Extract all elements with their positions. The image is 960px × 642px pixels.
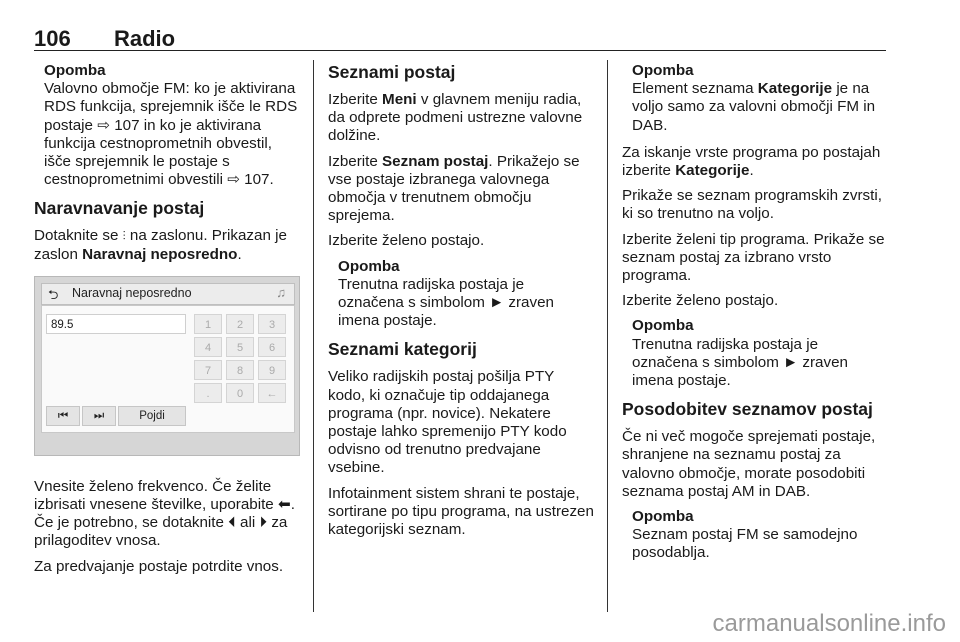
step-forward-icon: ⏵ xyxy=(259,514,268,532)
page-ref-icon: ⇨ xyxy=(97,116,110,134)
chapter-title: Radio xyxy=(114,26,176,51)
current-station-marker-icon: ► xyxy=(489,294,505,312)
note-text: Element seznama Kategorije je na voljo samo za valovni območji FM in DAB. xyxy=(632,80,876,134)
section-heading: Naravnavanje postaj xyxy=(34,198,205,219)
note-box xyxy=(328,258,594,331)
column-middle xyxy=(328,62,594,546)
page-number: 106 xyxy=(34,26,71,51)
backspace-key: ← xyxy=(258,383,286,403)
section-heading: Seznami kategorij xyxy=(328,339,477,360)
paragraph: Prikaže se seznam programskih zvrsti, ki so trenutno na voljo. xyxy=(622,187,882,223)
paragraph: Za predvajanje postaje potrdite vnos. xyxy=(34,557,284,575)
back-arrow-icon: ⮌ xyxy=(48,286,59,302)
section-heading: Seznami postaj xyxy=(328,62,456,82)
keypad-key: 0 xyxy=(226,383,254,403)
seek-forward-icon: ⏭ xyxy=(82,406,116,426)
page-ref-icon: ⇨ xyxy=(227,171,240,189)
paragraph: Izberite Meni v glavnem meniju radia, da odprete podmeni ustrezne valovne dolžine. xyxy=(328,91,583,145)
note-text: Seznam postaj FM se samodejno posodablja. xyxy=(632,526,858,562)
backspace-icon: ⬅ xyxy=(278,496,291,514)
note-title: Opomba xyxy=(632,508,694,526)
column-right xyxy=(622,62,888,572)
paragraph: Če ni več mogoče sprejemati postaje, shranjene na seznamu postaj za valovno območje, morate posodobiti seznama postaj AM in DAB. xyxy=(622,428,876,500)
paragraph: Izberite želeni tip programa. Prikaže se seznam postaj za izbrano vrsto programa. xyxy=(622,230,885,285)
paragraph: Izberite želeno postajo. xyxy=(328,232,485,250)
section-heading: Posodobitev seznamov postaj xyxy=(622,399,873,420)
keypad-key: 7 xyxy=(194,360,222,380)
note-title: Opomba xyxy=(338,257,400,275)
paragraph: Za iskanje vrste programa po postajah izberite Kategorije. xyxy=(622,143,881,180)
note-box xyxy=(622,62,888,135)
note-title: Opomba xyxy=(632,62,694,79)
screen-header xyxy=(41,283,295,305)
paragraph: Izberite Seznam postaj. Prikažejo se vse postaje izbranega valovnega območja v trenutnem območju sprejema. xyxy=(328,152,580,225)
note-text: Trenutna radijska postaja je označena s simbolom ► zraven imena postaje. xyxy=(632,335,848,390)
note-box xyxy=(622,508,888,563)
paragraph: Dotaknite se ⫶ na zaslonu. Prikazan je zaslon Naravnaj neposredno. xyxy=(34,227,287,263)
column-left xyxy=(34,62,300,583)
keypad-key: 4 xyxy=(194,337,222,357)
paragraph: Izberite želeno postajo. xyxy=(622,292,779,310)
seek-back-icon: ⏮ xyxy=(46,406,80,426)
keypad-key: 2 xyxy=(226,314,254,334)
keypad-key: 6 xyxy=(258,337,286,357)
screen-body xyxy=(41,305,295,433)
column-divider xyxy=(607,60,608,612)
column-divider xyxy=(313,60,314,612)
keypad-key: 5 xyxy=(226,337,254,357)
note-text: Valovno območje FM: ko je aktivirana RDS funkcija, sprejemnik išče le RDS postaje ⇨ 107 in ko je aktivirana funkcija cestnoprometnih obvestil, išče sprejemnik le postaje s cestnoprometnimi obvestili ⇨ 107. xyxy=(44,80,298,189)
go-button: Pojdi xyxy=(118,406,186,426)
current-station-marker-icon: ► xyxy=(783,353,799,371)
note-box xyxy=(34,62,300,189)
page-header xyxy=(34,26,886,51)
paragraph: Vnesite želeno frekvenco. Če želite izbrisati vnesene številke, uporabite ⬅. Če je potrebno, se dotaknite ⏴ ali ⏵ za prilagoditev vnosa. xyxy=(34,477,295,550)
keypad-key: 8 xyxy=(226,360,254,380)
tune-icon: ⫶ xyxy=(122,229,126,244)
note-title: Opomba xyxy=(632,317,694,335)
keypad-key: . xyxy=(194,383,222,403)
keypad-key: 1 xyxy=(194,314,222,334)
note-title: Opomba xyxy=(44,62,106,79)
keypad-key: 3 xyxy=(258,314,286,334)
screen-title: Naravnaj neposredno xyxy=(72,285,192,300)
paragraph: Veliko radijskih postaj pošilja PTY kodo, ki označuje tip oddajanega programa (npr. novice). Nekatere postaje lahko spremenijo PTY kodo odvisno od trenutno predvajane vsebine. xyxy=(328,368,567,477)
frequency-field: 89.5 xyxy=(46,314,186,334)
music-note-icon: ♫ xyxy=(276,284,286,300)
paragraph: Infotainment sistem shrani te postaje, sortirane po tipu programa, na ustrezen kategorijski seznam. xyxy=(328,484,594,539)
step-back-icon: ⏴ xyxy=(228,514,236,532)
direct-tune-screenshot xyxy=(34,276,300,456)
note-text: Trenutna radijska postaja je označena s simbolom ► zraven imena postaje. xyxy=(338,275,554,330)
watermark: carmanualsonline.info xyxy=(712,610,946,637)
note-box xyxy=(622,317,888,390)
page-ref-link[interactable]: 107 xyxy=(114,116,140,134)
page-ref-link[interactable]: 107. xyxy=(244,171,274,189)
keypad-key: 9 xyxy=(258,360,286,380)
